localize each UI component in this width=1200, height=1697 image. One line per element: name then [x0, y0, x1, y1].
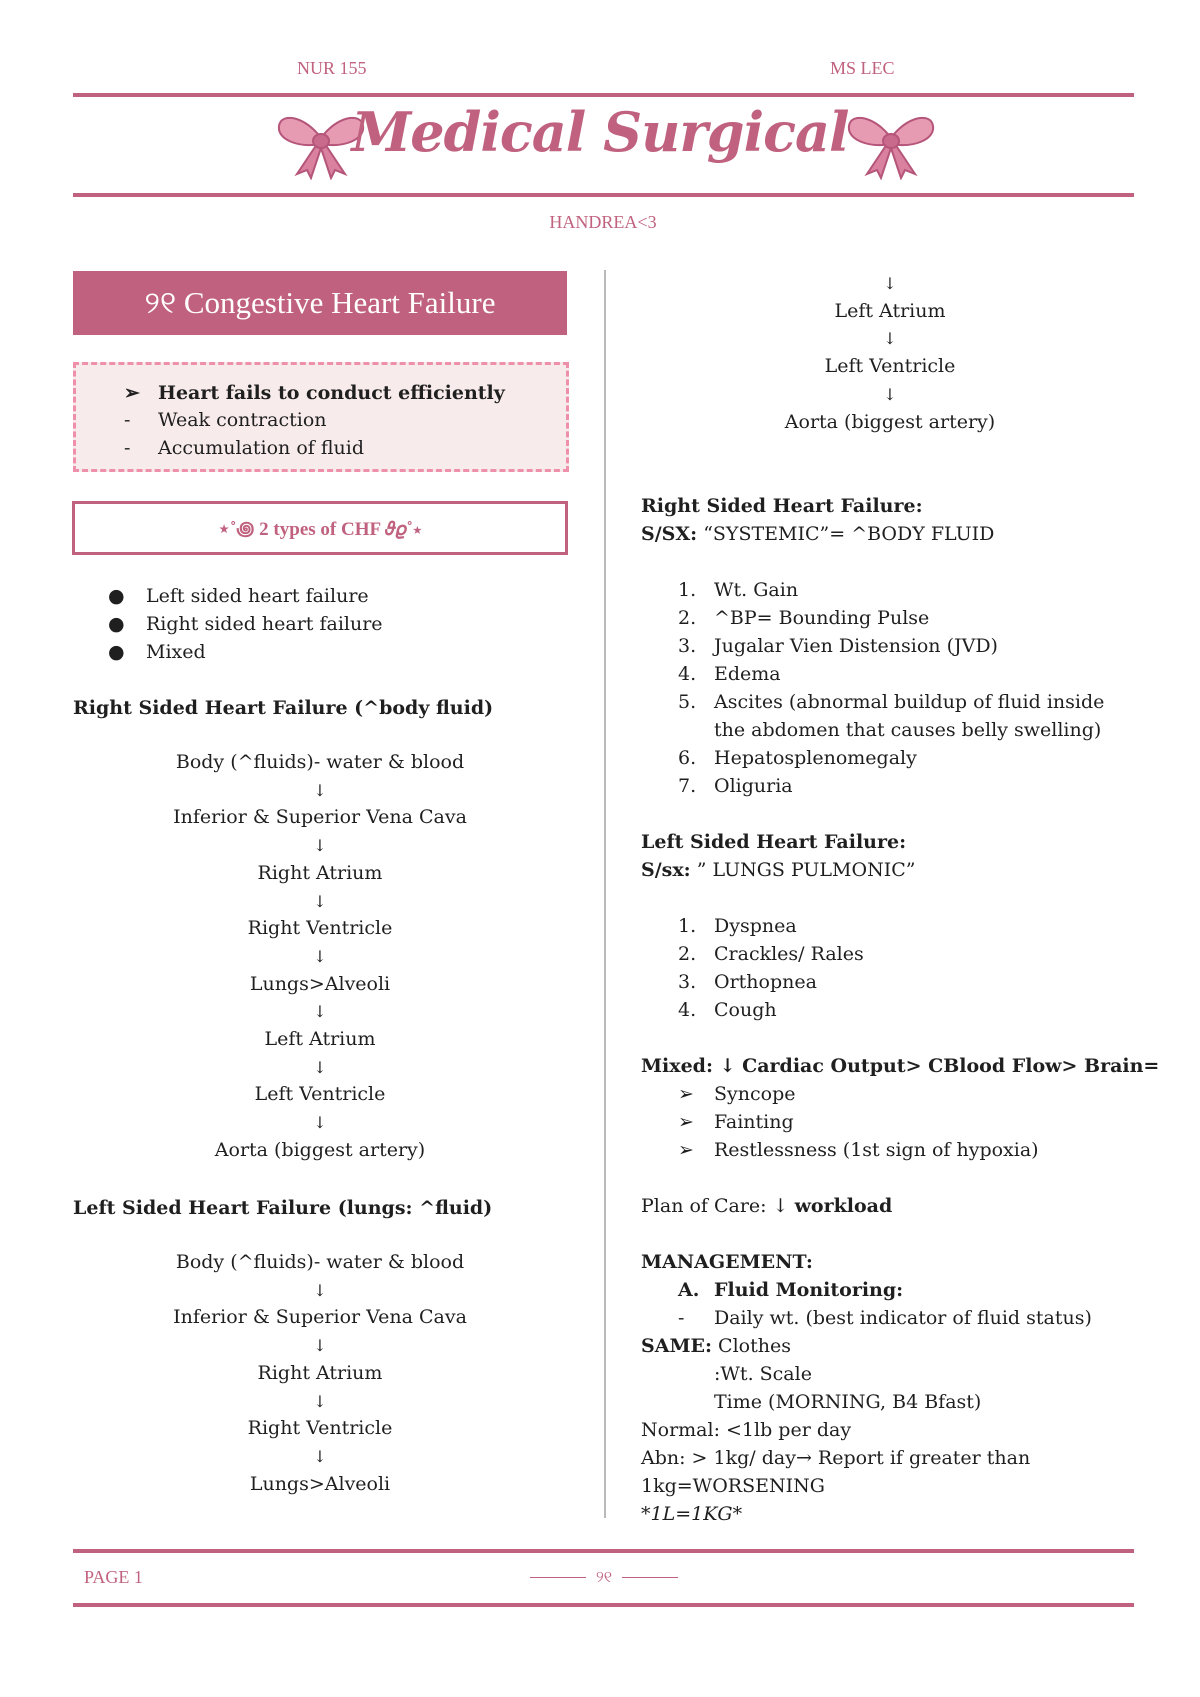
- flow-step: Right Atrium: [257, 1361, 383, 1384]
- flow-step: Left Atrium: [264, 1028, 376, 1051]
- down-arrow-icon: ↓: [313, 1280, 327, 1300]
- ssx-text: “SYSTEMIC”= ^BODY FLUID: [703, 523, 995, 545]
- type-item: Left sided heart failure: [146, 585, 369, 607]
- mixed-item: Restlessness (1st sign of hypoxia): [714, 1139, 1039, 1161]
- down-arrow-icon: ↓: [883, 274, 897, 293]
- types-box: ⋆˚꩜ 2 types of CHF 𝜗𝜚˚⋆: [72, 501, 568, 555]
- flow-step: Lungs>Alveoli: [249, 972, 391, 995]
- list-number: 4.: [678, 663, 697, 685]
- ornament-rule: [622, 1577, 678, 1578]
- list-number: 2.: [678, 607, 697, 629]
- intro-box: [73, 362, 569, 472]
- down-arrow-icon: ↓: [313, 891, 327, 911]
- down-arrow-icon: ↓: [313, 1002, 327, 1022]
- lshf-ssx: [641, 856, 915, 884]
- flow-step: Right Ventricle: [247, 917, 393, 940]
- flow-step: Inferior & Superior Vena Cava: [173, 1306, 467, 1329]
- intro-arrow-bullet: ➢: [124, 382, 140, 404]
- down-arrow-icon: ↓: [313, 1057, 327, 1077]
- list-number: 2.: [678, 943, 697, 965]
- page-number: PAGE 1: [84, 1567, 143, 1587]
- management-subheading: Fluid Monitoring:: [714, 1279, 904, 1301]
- arrow-bullet: ➢: [678, 1139, 694, 1161]
- down-arrow-icon: ↓: [883, 384, 897, 404]
- list-number: 5.: [678, 691, 697, 713]
- management-heading: MANAGEMENT:: [641, 1251, 813, 1273]
- flow-step: Lungs>Alveoli: [249, 1472, 391, 1495]
- list-number: 7.: [678, 775, 697, 797]
- section-banner: ୨୧ Congestive Heart Failure: [73, 271, 567, 335]
- intro-heading: Heart fails to conduct efficiently: [158, 382, 505, 404]
- down-arrow-icon: ↓: [313, 1391, 327, 1411]
- plan-of-care: [641, 1192, 892, 1220]
- down-arrow-icon: ↓: [313, 780, 327, 800]
- flow-step: Left Ventricle: [824, 355, 956, 378]
- same-item: Time (MORNING, B4 Bfast): [714, 1391, 982, 1413]
- management-bullet: Daily wt. (best indicator of fluid status): [714, 1307, 1092, 1329]
- left-flow-chain: [120, 1249, 520, 1498]
- flow-step: Right Atrium: [257, 861, 383, 884]
- rshf-item: Ascites (abnormal buildup of fluid inside: [714, 691, 1105, 713]
- down-arrow-icon: ↓: [883, 329, 897, 349]
- column-divider: [604, 270, 606, 1518]
- rshf-item: ^BP= Bounding Pulse: [714, 607, 930, 629]
- dash-bullet: -: [678, 1307, 685, 1329]
- flow-step: Inferior & Superior Vena Cava: [173, 806, 467, 829]
- rshf-item: Jugalar Vien Distension (JVD): [714, 635, 998, 657]
- rshf-item: Wt. Gain: [714, 579, 799, 601]
- lshf-item: Dyspnea: [714, 915, 797, 937]
- list-number: 6.: [678, 747, 697, 769]
- management-letter: A.: [678, 1279, 700, 1301]
- lshf-item: Orthopnea: [714, 971, 817, 993]
- footer-ornament: [530, 1566, 678, 1590]
- rshf-item: Hepatosplenomegaly: [714, 747, 917, 769]
- down-arrow-icon: ↓: [313, 946, 327, 966]
- mixed-heading: Mixed: ↓ Cardiac Output> CBlood Flow> Brain=: [641, 1055, 1160, 1077]
- plan-emphasis: workload: [794, 1195, 893, 1217]
- intro-point: Weak contraction: [158, 409, 327, 431]
- same-row: [641, 1332, 791, 1360]
- arrow-bullet: ➢: [678, 1111, 694, 1133]
- down-arrow-icon: ↓: [313, 836, 327, 856]
- mixed-item: Syncope: [714, 1083, 796, 1105]
- ornament-glyph: ୨୧: [595, 1567, 613, 1586]
- author-label: HANDREA<3: [549, 212, 657, 232]
- ssx-label: S/SX:: [641, 523, 698, 545]
- course-code: NUR 155: [297, 58, 367, 78]
- bow-icon: [845, 108, 937, 180]
- down-arrow-icon: ↓: [313, 1446, 327, 1466]
- rshf-item: Edema: [714, 663, 781, 685]
- list-number: 3.: [678, 635, 697, 657]
- rshf-heading: Right Sided Heart Failure:: [641, 495, 923, 517]
- intro-point: Accumulation of fluid: [158, 437, 364, 459]
- left-flow-heading: Left Sided Heart Failure (lungs: ^fluid): [73, 1197, 493, 1219]
- conversion-note: *1L=1KG*: [641, 1503, 743, 1525]
- list-number: 4.: [678, 999, 697, 1021]
- dash-bullet: -: [124, 409, 131, 431]
- list-number: 3.: [678, 971, 697, 993]
- same-item: :Wt. Scale: [714, 1363, 812, 1385]
- bullet-dot: ●: [108, 641, 125, 663]
- same-item: Clothes: [718, 1335, 791, 1357]
- type-item: Right sided heart failure: [146, 613, 383, 635]
- lshf-item: Cough: [714, 999, 777, 1021]
- header-rule-top: [73, 93, 1134, 97]
- footer-rule-top: [73, 1549, 1134, 1553]
- bullet-dot: ●: [108, 585, 125, 607]
- mixed-item: Fainting: [714, 1111, 794, 1133]
- normal-text: Normal: <1lb per day: [641, 1419, 852, 1441]
- lshf-item: Crackles/ Rales: [714, 943, 864, 965]
- flow-step: Right Ventricle: [247, 1417, 393, 1440]
- flow-step: Left Atrium: [834, 299, 946, 322]
- ornament-rule: [530, 1577, 586, 1578]
- rshf-item-cont: the abdomen that causes belly swelling): [714, 719, 1102, 741]
- lshf-heading: Left Sided Heart Failure:: [641, 831, 907, 853]
- flow-step: Body (^fluids)- water & blood: [175, 751, 465, 773]
- flow-step: Body (^fluids)- water & blood: [175, 1251, 465, 1273]
- plan-label: Plan of Care: ↓: [641, 1195, 795, 1217]
- rshf-item: Oliguria: [714, 775, 793, 797]
- subject-label: MS LEC: [830, 58, 895, 78]
- flow-step: Left Ventricle: [254, 1083, 386, 1106]
- abnormal-text-cont: 1kg=WORSENING: [641, 1475, 825, 1497]
- right-flow-heading: Right Sided Heart Failure (^body fluid): [73, 697, 494, 719]
- down-arrow-icon: ↓: [313, 1336, 327, 1356]
- flow-step: Aorta (biggest artery): [784, 410, 996, 433]
- footer-rule-bottom: [73, 1603, 1134, 1607]
- page-title: Medical Surgical: [351, 100, 849, 164]
- bullet-dot: ●: [108, 613, 125, 635]
- type-item: Mixed: [146, 641, 206, 663]
- dash-bullet: -: [124, 437, 131, 459]
- header-rule-bottom: [73, 193, 1134, 197]
- right-flow-chain: [120, 749, 520, 1165]
- down-arrow-icon: ↓: [313, 1113, 327, 1133]
- same-label: SAME:: [641, 1335, 712, 1357]
- flow-step: Aorta (biggest artery): [214, 1138, 426, 1161]
- rshf-ssx: [641, 520, 994, 548]
- abnormal-text: Abn: > 1kg/ day→ Report if greater than: [641, 1447, 1031, 1469]
- list-number: 1.: [678, 579, 697, 601]
- arrow-bullet: ➢: [678, 1083, 694, 1105]
- ssx-text: ” LUNGS PULMONIC”: [696, 859, 916, 881]
- ssx-label: S/sx:: [641, 859, 691, 881]
- left-flow-continued: [690, 270, 1090, 436]
- list-number: 1.: [678, 915, 697, 937]
